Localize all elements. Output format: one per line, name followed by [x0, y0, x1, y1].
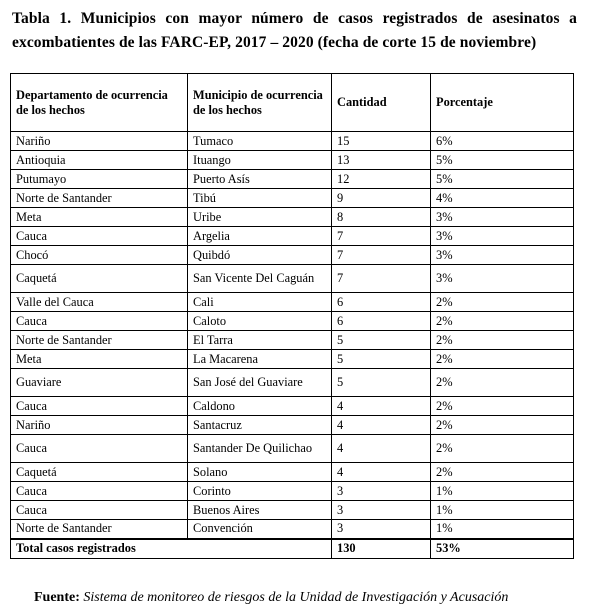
- cell-departamento: Caquetá: [11, 463, 188, 482]
- cell-municipio: Caldono: [188, 397, 332, 416]
- cell-cantidad: 15: [332, 132, 431, 151]
- table-row: [11, 397, 574, 416]
- cell-departamento: Cauca: [11, 501, 188, 520]
- table-row: [11, 189, 574, 208]
- cell-departamento: Nariño: [11, 132, 188, 151]
- cell-cantidad: 7: [332, 246, 431, 265]
- cell-municipio: Buenos Aires: [188, 501, 332, 520]
- cell-cantidad: 3: [332, 501, 431, 520]
- cell-cantidad: 9: [332, 189, 431, 208]
- header-municipio: Municipio de ocurrencia de los hechos: [188, 74, 332, 132]
- cell-porcentaje: 2%: [431, 312, 574, 331]
- cell-departamento: Cauca: [11, 227, 188, 246]
- cell-municipio: Solano: [188, 463, 332, 482]
- cell-porcentaje: 5%: [431, 151, 574, 170]
- total-porcentaje: 53%: [431, 539, 574, 559]
- cell-cantidad: 7: [332, 265, 431, 293]
- cell-cantidad: 3: [332, 520, 431, 539]
- cell-porcentaje: 6%: [431, 132, 574, 151]
- cell-departamento: Putumayo: [11, 170, 188, 189]
- cell-municipio: Uribe: [188, 208, 332, 227]
- header-departamento: Departamento de ocurrencia de los hechos: [11, 74, 188, 132]
- cell-municipio: Caloto: [188, 312, 332, 331]
- cell-porcentaje: 2%: [431, 463, 574, 482]
- cell-cantidad: 7: [332, 227, 431, 246]
- cell-cantidad: 4: [332, 435, 431, 463]
- cell-municipio: Ituango: [188, 151, 332, 170]
- cell-porcentaje: 1%: [431, 520, 574, 539]
- cell-departamento: Guaviare: [11, 369, 188, 397]
- table-row: [11, 501, 574, 520]
- cell-porcentaje: 2%: [431, 369, 574, 397]
- table-row: [11, 227, 574, 246]
- cell-municipio: Corinto: [188, 482, 332, 501]
- table-row: [11, 331, 574, 350]
- total-label: Total casos registrados: [11, 539, 332, 559]
- cell-municipio: Cali: [188, 293, 332, 312]
- table-row: [11, 293, 574, 312]
- table-row: [11, 463, 574, 482]
- table-row: [11, 151, 574, 170]
- table-body: [11, 132, 574, 539]
- header-cantidad: Cantidad: [332, 74, 431, 132]
- cell-porcentaje: 1%: [431, 501, 574, 520]
- cell-departamento: Chocó: [11, 246, 188, 265]
- cell-municipio: Tumaco: [188, 132, 332, 151]
- cell-departamento: Cauca: [11, 312, 188, 331]
- cell-departamento: Norte de Santander: [11, 331, 188, 350]
- cell-municipio: Santacruz: [188, 416, 332, 435]
- cell-porcentaje: 2%: [431, 350, 574, 369]
- cell-porcentaje: 3%: [431, 227, 574, 246]
- cell-departamento: Cauca: [11, 397, 188, 416]
- table-row: [11, 482, 574, 501]
- table-row: [11, 246, 574, 265]
- cell-municipio: San José del Guaviare: [188, 369, 332, 397]
- header-porcentaje: Porcentaje: [431, 74, 574, 132]
- cell-cantidad: 12: [332, 170, 431, 189]
- total-cantidad: 130: [332, 539, 431, 559]
- cell-municipio: Argelia: [188, 227, 332, 246]
- cell-departamento: Valle del Cauca: [11, 293, 188, 312]
- table-row: [11, 520, 574, 539]
- cell-departamento: Cauca: [11, 435, 188, 463]
- table-row: [11, 350, 574, 369]
- table-row: [11, 369, 574, 397]
- cell-cantidad: 6: [332, 312, 431, 331]
- cell-cantidad: 4: [332, 463, 431, 482]
- cell-municipio: Santander De Quilichao: [188, 435, 332, 463]
- source-label: Fuente:: [34, 590, 80, 605]
- cell-porcentaje: 5%: [431, 170, 574, 189]
- cell-municipio: Puerto Asís: [188, 170, 332, 189]
- cell-porcentaje: 2%: [431, 435, 574, 463]
- table-row: [11, 435, 574, 463]
- cell-departamento: Meta: [11, 350, 188, 369]
- cell-municipio: El Tarra: [188, 331, 332, 350]
- cell-municipio: Quibdó: [188, 246, 332, 265]
- cell-porcentaje: 2%: [431, 293, 574, 312]
- cell-porcentaje: 3%: [431, 265, 574, 293]
- source-text: Sistema de monitoreo de riesgos de la Unidad de Investigación y Acusación: [83, 590, 509, 605]
- table-row: [11, 132, 574, 151]
- cell-departamento: Caquetá: [11, 265, 188, 293]
- source-note: [34, 590, 508, 606]
- table-row: [11, 312, 574, 331]
- cell-departamento: Norte de Santander: [11, 189, 188, 208]
- cell-cantidad: 5: [332, 331, 431, 350]
- cell-cantidad: 8: [332, 208, 431, 227]
- data-table: [10, 73, 574, 559]
- cell-municipio: Tibú: [188, 189, 332, 208]
- cell-cantidad: 13: [332, 151, 431, 170]
- cell-porcentaje: 3%: [431, 246, 574, 265]
- cell-porcentaje: 2%: [431, 397, 574, 416]
- cell-departamento: Norte de Santander: [11, 520, 188, 539]
- table-header-row: [11, 74, 574, 132]
- cell-municipio: San Vicente Del Caguán: [188, 265, 332, 293]
- cell-departamento: Cauca: [11, 482, 188, 501]
- cell-porcentaje: 2%: [431, 416, 574, 435]
- cell-cantidad: 5: [332, 369, 431, 397]
- cell-porcentaje: 1%: [431, 482, 574, 501]
- cell-cantidad: 5: [332, 350, 431, 369]
- cell-municipio: Convención: [188, 520, 332, 539]
- cell-porcentaje: 4%: [431, 189, 574, 208]
- cell-porcentaje: 2%: [431, 331, 574, 350]
- cell-cantidad: 4: [332, 416, 431, 435]
- total-row: [11, 539, 574, 559]
- cell-cantidad: 4: [332, 397, 431, 416]
- table-row: [11, 416, 574, 435]
- cell-cantidad: 3: [332, 482, 431, 501]
- cell-porcentaje: 3%: [431, 208, 574, 227]
- cell-departamento: Nariño: [11, 416, 188, 435]
- cell-departamento: Meta: [11, 208, 188, 227]
- table-caption: Tabla 1. Municipios con mayor número de casos registrados de asesinatos a excombatientes de las FARC-EP, 2017 – 2020 (fecha de corte 15 de noviembre): [12, 10, 577, 51]
- cell-cantidad: 6: [332, 293, 431, 312]
- cell-municipio: La Macarena: [188, 350, 332, 369]
- cell-departamento: Antioquia: [11, 151, 188, 170]
- table-row: [11, 170, 574, 189]
- table-row: [11, 208, 574, 227]
- table-row: [11, 265, 574, 293]
